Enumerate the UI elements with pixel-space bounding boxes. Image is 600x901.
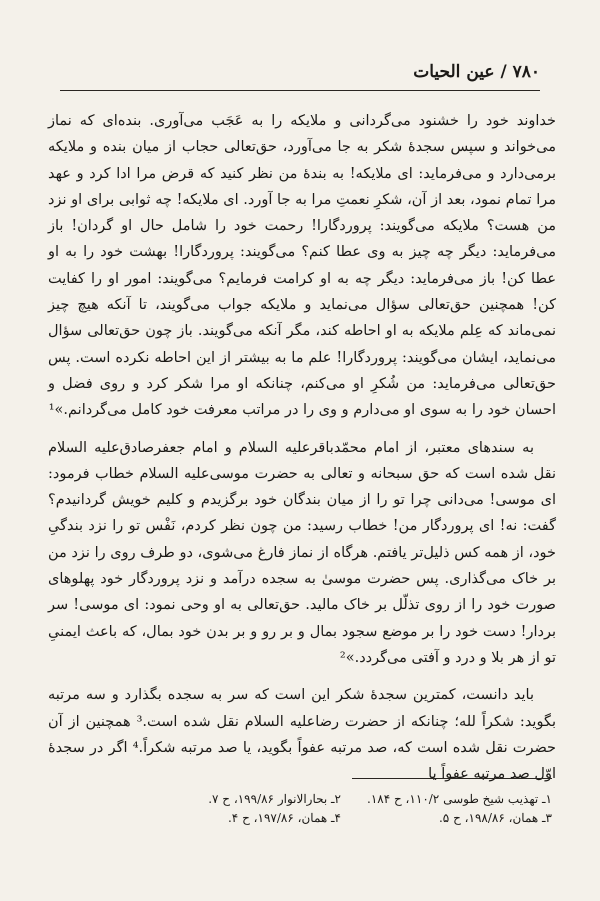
running-header [60, 60, 540, 88]
footnote-row [130, 809, 552, 828]
paragraph-1: خداوند خود را خشنود می‌گردانی و ملایکه را به عَجَب می‌آوری. بنده‌ای که نماز می‌خواند و سپس سجدهٔ شکر به جا می‌آورد، حق‌تعالی حجاب از میان بنده و ملایکه برمی‌دارد و می‌فرماید: ای ملایکه! به بندهٔ من نظر کنید که قرض مرا ادا کرد و عهد مرا تمام نمود، بعد از آن، شکرِ نعمتِ مرا به جا آورد. ای ملایکه! چه ثوابی برای او نزد من هست؟ ملایکه می‌گویند: پروردگارا! رحمت خود را شامل حال او گردان! باز می‌فرماید: دیگر چه چیز به وی عطا کنم؟ می‌گویند: پروردگارا! بهشت خود را به او عطا کن! باز می‌فرماید: دیگر چه به او کرامت فرمایم؟ می‌گویند: امور او را کفایت کن! همچنین حق‌تعالی سؤال می‌نماید و ملایکه جواب می‌گویند، تا آنکه هیچ چیز نمی‌ماند که عِلم ملایکه به او احاطه کند، مگر آنکه می‌گویند. باز چون حق‌تعالی سؤال می‌نماید، ایشان می‌گویند: پروردگارا! علم ما به بیشتر از این احاطه نکرده است. پس حق‌تعالی می‌فرماید: من شُکرِ او می‌کنم، چنانکه او مرا شکر کرد و روی فضل و احسان خود را به سوی او می‌دارم و وی را در مراتب معرفت خود کامل می‌گردانم.»¹ [48, 113, 556, 419]
paragraph-3: باید دانست، کمترین سجدهٔ شکر این است که سر به سجده بگذارد و سه مرتبه بگوید: شکراً لله؛ چنانکه از حضرت رضاعلیه السلام نقل شده است.³ همچنین از آن حضرت نقل شده است که، صد مرتبه عفواً بگوید، یا صد مرتبه شکراً.⁴ اگر در سجدهٔ اوّل صد مرتبه عفواً یا [48, 687, 556, 783]
footnote-3: ۳ـ همان، ۱۹۸/۸۶، ح ۵. [438, 811, 552, 825]
paragraph-2: به سندهای معتبر، از امام محمّدباقرعلیه السلام و امام جعفرصادق‌علیه السلام نقل شده است که حق سبحانه و تعالی به حضرت موسی‌علیه السلام خطاب فرمود: ای موسی! می‌دانی چرا تو را از میان بندگان خود برگزیدم و کلیم خویش گردانیدم؟ گفت: نه! ای پروردگار من! خطاب رسید: من چون نظر کردم، نَفْس تو را نزد بندگیِ خود، از همه کس ذلیل‌تر یافتم. هرگاه از نماز فارغ می‌شوی، دو طرف روی را نزد من بر خاک می‌گذاری. پس حضرت موسیٰ به سجده درآمد و نزد پروردگار خود پهلوهای صورت خود را از روی تذلّل بر خاک مالید. حق‌تعالی به او وحی نمود: ای موسی! سر بردار! دست خود را بر موضع سجود بمال و بر رو و بر بدن خود بمال، که باعث ایمنیِ تو از هر بلا و درد و آفتی می‌گردد.»² [48, 439, 556, 666]
footnote-1: ۱ـ تهذیب شیخ طوسی ۱۱۰/۲، ح ۱۸۴. [367, 792, 552, 806]
footnotes [130, 790, 552, 828]
footnote-4: ۴ـ همان، ۱۹۷/۸۶، ح ۴. [227, 811, 341, 825]
header-rule [60, 90, 540, 91]
footnote-row [130, 790, 552, 809]
footnote-2: ۲ـ بحارالانوار ۱۹۹/۸۶، ح ۷. [208, 792, 341, 806]
body-text [48, 108, 556, 798]
page-number-and-book-title: ۷۸۰ / عین الحیات [413, 62, 540, 82]
footnote-rule [352, 778, 552, 779]
